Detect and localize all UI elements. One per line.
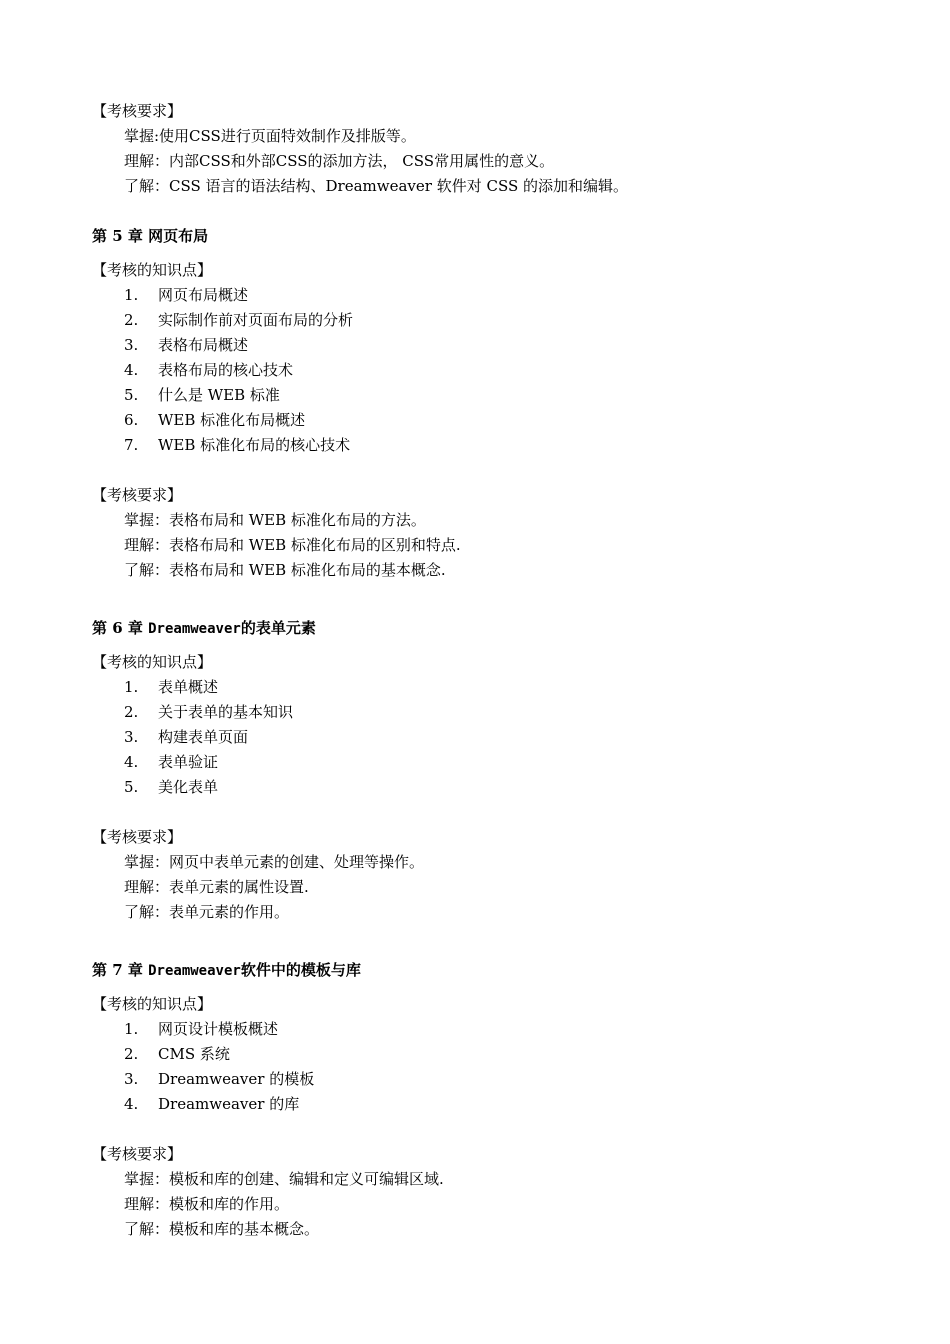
requirement-know: 了解：模板和库的基本概念。 — [124, 1220, 320, 1238]
list-item-number: 3. — [124, 728, 139, 746]
chapter-title-product: Dreamweaver — [148, 621, 241, 637]
list-item: 实际制作前对页面布局的分析 — [158, 311, 354, 329]
requirement-master: 掌握：表格布局和 WEB 标准化布局的方法。 — [124, 511, 426, 529]
list-item: WEB 标准化布局概述 — [158, 411, 306, 429]
chapter-title-prefix: 第 6 章 — [92, 619, 149, 637]
list-item: 美化表单 — [158, 778, 219, 796]
list-item: 网页布局概述 — [158, 286, 249, 304]
requirement-understand: 理解：表单元素的属性设置. — [124, 878, 309, 896]
list-item: 表格布局概述 — [158, 336, 249, 354]
knowledge-points-heading: 【考核的知识点】 — [92, 653, 213, 671]
list-item-number: 4. — [124, 753, 139, 771]
requirements-heading: 【考核要求】 — [92, 828, 183, 846]
list-item: 表单概述 — [158, 678, 219, 696]
requirement-know: 了解：表格布局和 WEB 标准化布局的基本概念. — [124, 561, 446, 579]
requirement-master: 掌握:使用CSS进行页面特效制作及排版等。 — [124, 127, 416, 145]
requirement-master: 掌握：模板和库的创建、编辑和定义可编辑区域. — [124, 1170, 444, 1188]
chapter-title-suffix: 的表单元素 — [240, 619, 316, 637]
list-item-number: 5. — [124, 778, 139, 796]
list-item-number: 2. — [124, 703, 139, 721]
knowledge-points-heading: 【考核的知识点】 — [92, 995, 213, 1013]
list-item: 什么是 WEB 标准 — [158, 386, 280, 404]
chapter-title: 第 5 章 网页布局 — [92, 227, 209, 245]
list-item-number: 1. — [124, 678, 139, 696]
requirement-master: 掌握：网页中表单元素的创建、处理等操作。 — [124, 853, 425, 871]
requirement-know: 了解：CSS 语言的语法结构、Dreamweaver 软件对 CSS 的添加和编辑。 — [124, 177, 629, 195]
requirement-understand: 理解：模板和库的作用。 — [124, 1195, 290, 1213]
list-item-number: 3. — [124, 1070, 139, 1088]
list-item-number: 6. — [124, 411, 139, 429]
list-item: 网页设计模板概述 — [158, 1020, 279, 1038]
list-item-number: 1. — [124, 286, 139, 304]
requirement-know: 了解：表单元素的作用。 — [124, 903, 290, 921]
list-item: CMS 系统 — [158, 1045, 230, 1063]
list-item-number: 7. — [124, 436, 139, 454]
list-item-number: 3. — [124, 336, 139, 354]
list-item-number: 2. — [124, 1045, 139, 1063]
list-item: 表格布局的核心技术 — [158, 361, 294, 379]
requirements-heading: 【考核要求】 — [92, 486, 183, 504]
list-item-number: 4. — [124, 361, 139, 379]
requirement-understand: 理解：内部CSS和外部CSS的添加方法， CSS常用属性的意义。 — [124, 152, 555, 170]
chapter-title-product: Dreamweaver — [148, 963, 241, 979]
list-item-number: 1. — [124, 1020, 139, 1038]
chapter-title — [92, 960, 361, 981]
list-item: 关于表单的基本知识 — [158, 703, 294, 721]
list-item-number: 5. — [124, 386, 139, 404]
list-item: WEB 标准化布局的核心技术 — [158, 436, 351, 454]
list-item: Dreamweaver 的库 — [158, 1095, 300, 1113]
chapter-title — [92, 618, 316, 639]
requirements-heading: 【考核要求】 — [92, 1145, 183, 1163]
requirement-understand: 理解：表格布局和 WEB 标准化布局的区别和特点. — [124, 536, 461, 554]
list-item-number: 2. — [124, 311, 139, 329]
list-item: Dreamweaver 的模板 — [158, 1070, 315, 1088]
list-item-number: 4. — [124, 1095, 139, 1113]
chapter-title-prefix: 第 7 章 — [92, 961, 149, 979]
knowledge-points-heading: 【考核的知识点】 — [92, 261, 213, 279]
list-item: 表单验证 — [158, 753, 219, 771]
requirements-heading: 【考核要求】 — [92, 102, 183, 120]
chapter-title-suffix: 软件中的模板与库 — [240, 961, 361, 979]
list-item: 构建表单页面 — [158, 728, 249, 746]
